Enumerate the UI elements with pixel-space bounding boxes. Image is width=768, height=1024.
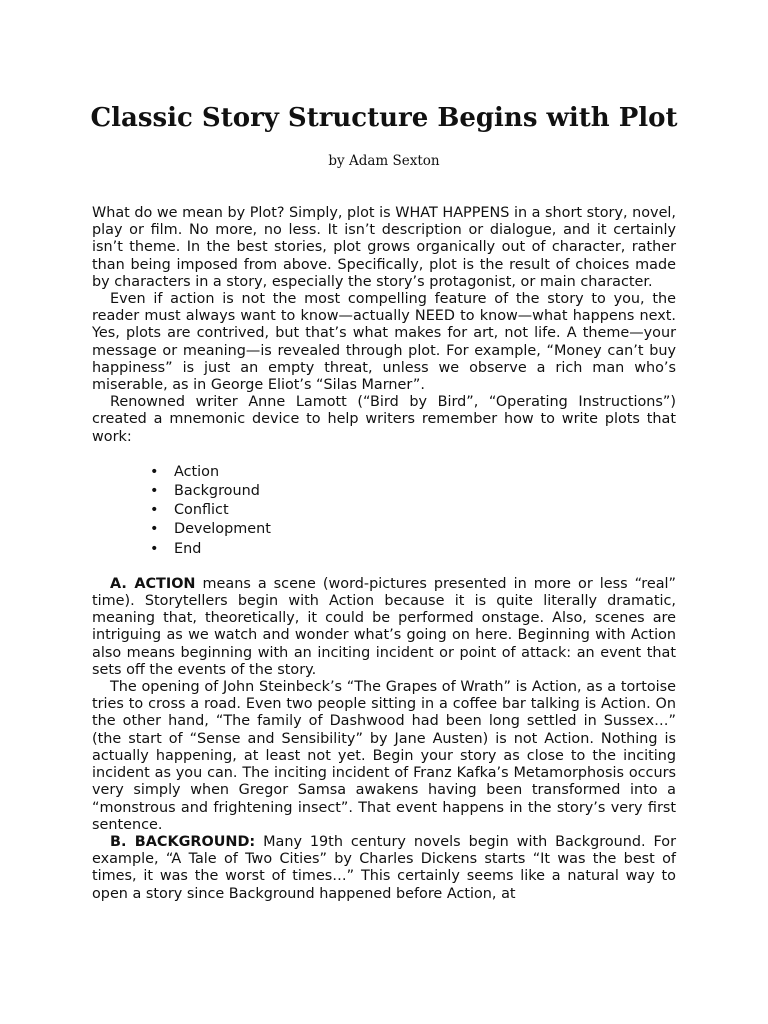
action-examples-paragraph: The opening of John Steinbeck’s “The Grapes of Wrath” is Action, as a tortoise tries to cross a road. Even two people sitting in a coffee bar talking is Action. On the other hand, “The family of Dashwood had been long settled in Sussex…” (the start of “Sense and Sensibility” by Jane Austen) is not Action. Nothing is actually happening, at least not yet. Begin your story as close to the inciting incident as you can. The inciting incident of Franz Kafka’s Metamorphosis occurs very simply when Gregor Samsa awakens having been transformed into a “monstrous and frightening insect”. That event happens in the story’s very first sentence.: [92, 679, 676, 833]
list-item: [150, 540, 676, 559]
background-section-paragraph: [92, 834, 676, 903]
list-item: [150, 482, 676, 501]
action-paragraph-text: means a scene (word-pictures presented in more or less “real” time). Storytellers begin with Action because it is quite literally dramatic, meaning that, theoretically, it could be performed onstage. Also, scenes are intriguing as we watch and wonder what’s going on here. Beginning with Action also means beginning with an inciting incident or point of attack: an event that sets off the events of the story.: [92, 575, 677, 678]
document-body: [92, 205, 676, 903]
list-item: [150, 463, 676, 482]
action-heading: A. ACTION: [110, 575, 196, 592]
mnemonic-list: [92, 463, 676, 559]
list-item-label: Action: [174, 463, 220, 480]
bullet-icon: •: [150, 483, 159, 500]
document-title: Classic Story Structure Begins with Plot: [90, 103, 678, 133]
list-item: [150, 501, 676, 520]
list-item-label: End: [174, 540, 202, 557]
background-heading: B. BACKGROUND:: [110, 833, 256, 850]
bullet-icon: •: [150, 502, 159, 519]
list-item-label: Development: [174, 521, 271, 538]
mnemonic-intro-paragraph: Renowned writer Anne Lamott (“Bird by Bird”, “Operating Instructions”) created a mnemonic device to help writers remember how to write plots that work:: [92, 394, 676, 445]
theme-paragraph: Even if action is not the most compelling feature of the story to you, the reader must always want to know—actually NEED to know—what happens next. Yes, plots are contrived, but that’s what makes for art, not life. A theme—your message or meaning—is revealed through plot. For example, “Money can’t buy happiness” is just an empty threat, unless we observe a rich man who’s miserable, as in George Eliot’s “Silas Marner”.: [92, 291, 676, 394]
intro-paragraph: What do we mean by Plot? Simply, plot is WHAT HAPPENS in a short story, novel, play or film. No more, no less. It isn’t description or dialogue, and it certainly isn’t theme. In the best stories, plot grows organically out of character, rather than being imposed from above. Specifically, plot is the result of choices made by characters in a story, especially the story’s protagonist, or main character.: [92, 205, 676, 290]
background-paragraph-text: Many 19th century novels begin with Background. For example, “A Tale of Two Cities” by Charles Dickens starts “It was the best of times, it was the worst of times…” This certainly seems like a natural way to open a story since Background happened before Action, at: [92, 833, 676, 902]
bullet-icon: •: [150, 540, 159, 557]
bullet-icon: •: [150, 521, 159, 538]
author-byline: by Adam Sexton: [328, 153, 440, 169]
list-item: [150, 520, 676, 539]
list-item-label: Conflict: [174, 502, 229, 519]
bullet-icon: •: [150, 463, 159, 480]
action-section-paragraph: [92, 576, 676, 679]
list-item-label: Background: [174, 483, 260, 500]
